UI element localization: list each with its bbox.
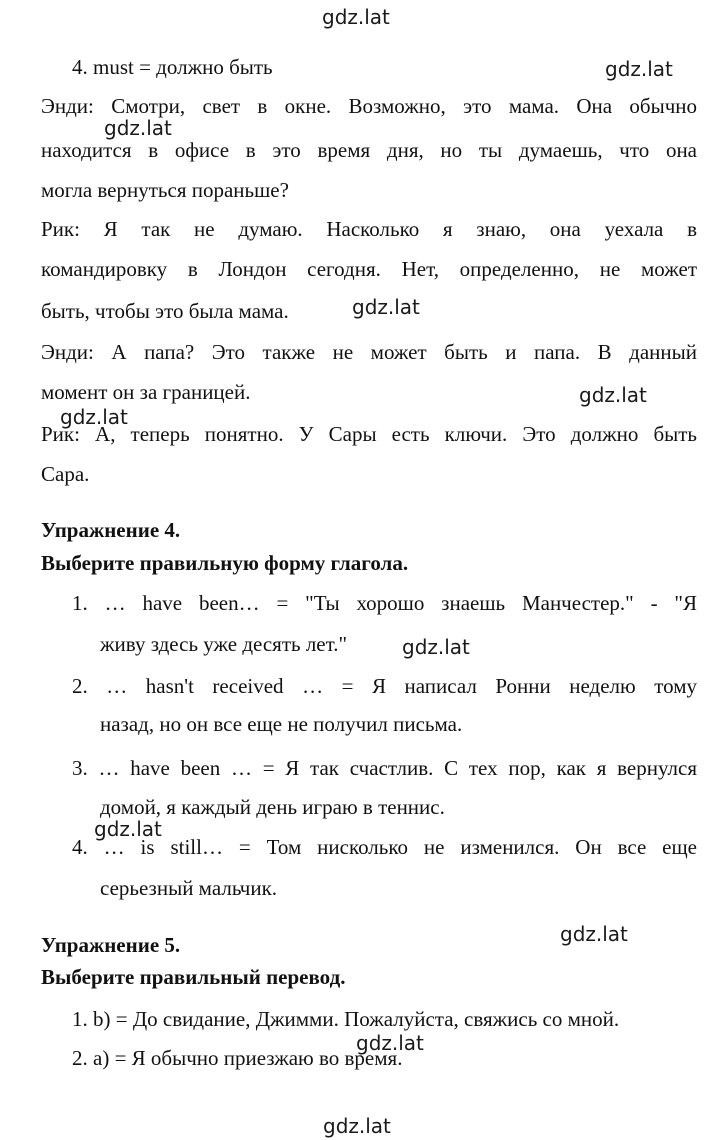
exercise-4-item-3-line-1: 3. … have been … = Я так счастлив. С тех пор, как я вернулся [72,756,697,780]
dialogue-line-10: Сара. [41,462,90,486]
exercise-5-instruction: Выберите правильный перевод. [41,965,346,989]
exercise-4-item-1-line-2: живу здесь уже десять лет." [100,632,348,656]
watermark: gdz.lat [94,817,162,841]
exercise-5-item-1: 1. b) = До свидание, Джимми. Пожалуйста, свяжись со мной. [72,1007,620,1031]
exercise-4-item-1-line-1: 1. … have been… = "Ты хорошо знаешь Манчестер." - "Я [72,591,697,615]
watermark: gdz.lat [579,383,647,407]
dialogue-line-7: Энди: А папа? Это также не может быть и папа. В данный [41,340,697,364]
dialogue-line-4: Рик: Я так не думаю. Насколько я знаю, она уехала в [41,217,697,241]
watermark: gdz.lat [60,405,128,429]
dialogue-line-5: командировку в Лондон сегодня. Нет, определенно, не может [41,257,697,281]
watermark: gdz.lat [352,295,420,319]
dialogue-line-9: Рик: А, теперь понятно. У Сары есть ключи. Это должно быть [41,422,697,446]
watermark: gdz.lat [402,635,470,659]
watermark: gdz.lat [605,57,673,81]
dialogue-line-2: находится в офисе в это время дня, но ты думаешь, что она [41,138,697,162]
watermark: gdz.lat [104,116,172,140]
exercise-5-item-2: 2. a) = Я обычно приезжаю во время. [72,1046,403,1070]
item-4-must: 4. must = должно быть [72,55,273,79]
exercise-4-item-2-line-2: назад, но он все еще не получил письма. [100,712,463,736]
watermark: gdz.lat [323,1114,391,1138]
exercise-4-item-3-line-2: домой, я каждый день играю в теннис. [100,795,445,819]
watermark: gdz.lat [560,922,628,946]
watermark: gdz.lat [322,5,390,29]
watermark: gdz.lat [356,1031,424,1055]
exercise-4-item-4-line-2: серьезный мальчик. [100,876,278,900]
exercise-4-title: Упражнение 4. [41,518,181,542]
exercise-5-title: Упражнение 5. [41,933,181,957]
dialogue-line-1: Энди: Смотри, свет в окне. Возможно, это мама. Она обычно [41,94,697,118]
exercise-4-item-4-line-1: 4. … is still… = Том нисколько не изменился. Он все еще [72,835,697,859]
dialogue-line-3: могла вернуться пораньше? [41,178,289,202]
exercise-4-item-2-line-1: 2. … hasn't received … = Я написал Ронни неделю тому [72,674,697,698]
exercise-4-instruction: Выберите правильную форму глагола. [41,551,409,575]
dialogue-line-6: быть, чтобы это была мама. [41,299,289,323]
dialogue-line-8: момент он за границей. [41,380,251,404]
